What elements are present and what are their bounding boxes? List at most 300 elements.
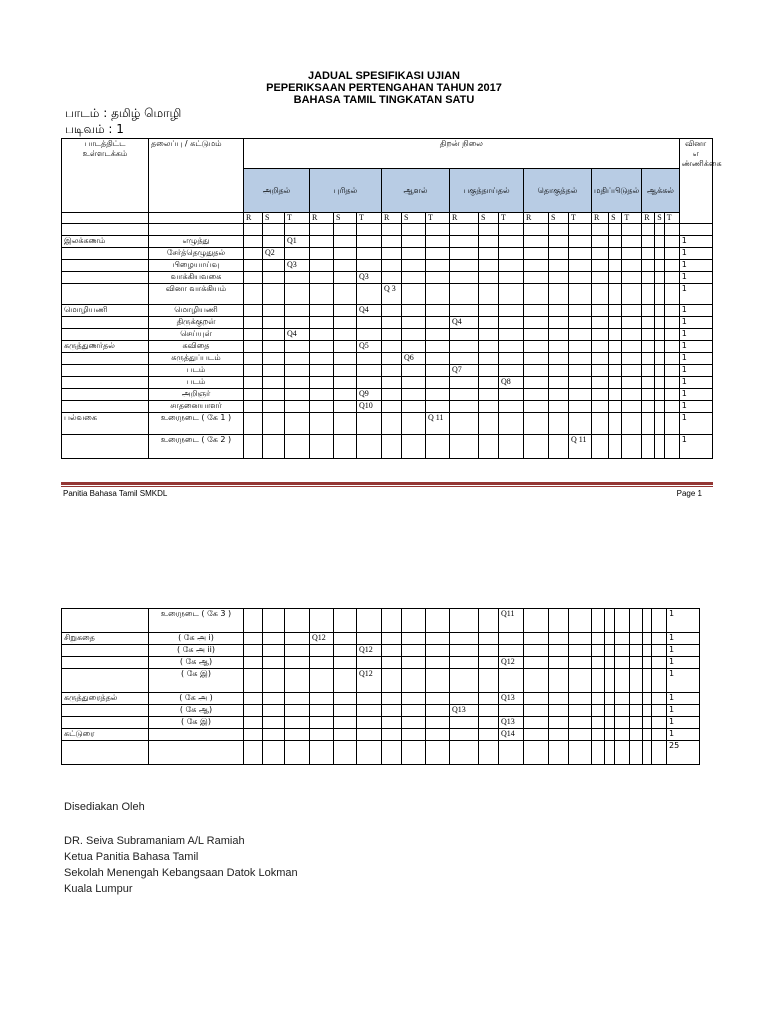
level-cell (334, 717, 357, 729)
topic-cell: ( கே ஆ) (149, 705, 244, 717)
level-cell (479, 353, 499, 365)
level-cell (549, 401, 569, 413)
level-cell (605, 705, 615, 717)
level-header: R (310, 213, 334, 224)
level-cell (664, 260, 679, 272)
level-cell (549, 729, 569, 741)
level-cell (244, 609, 263, 633)
level-cell (244, 413, 263, 435)
level-cell: Q12 (357, 669, 382, 693)
level-cell (244, 365, 263, 377)
level-cell (479, 401, 499, 413)
level-cell (642, 329, 655, 341)
level-cell (524, 224, 549, 236)
level-cell (310, 645, 334, 657)
level-cell (499, 401, 524, 413)
level-cell (334, 633, 357, 645)
content-cell (62, 248, 149, 260)
level-cell (499, 413, 524, 435)
count-cell: 1 (667, 693, 700, 705)
level-cell (524, 609, 549, 633)
level-cell (402, 729, 426, 741)
level-cell (285, 729, 310, 741)
level-cell (664, 401, 679, 413)
level-cell (382, 669, 402, 693)
level-cell (244, 435, 263, 459)
level-cell (310, 377, 334, 389)
level-cell (450, 633, 479, 645)
doc-title-line1: JADUAL SPESIFIKASI UJIAN (308, 70, 460, 82)
level-cell (382, 413, 402, 435)
content-cell (62, 669, 149, 693)
level-cell (263, 669, 285, 693)
level-cell (450, 435, 479, 459)
topic-cell: உரைநடை ( கே 2 ) (149, 435, 244, 459)
level-cell: Q9 (357, 389, 382, 401)
level-header: S (655, 213, 664, 224)
level-cell (655, 248, 664, 260)
level-cell (402, 365, 426, 377)
level-cell (524, 353, 549, 365)
level-cell (549, 329, 569, 341)
level-cell (622, 401, 642, 413)
level-cell (244, 305, 263, 317)
level-cell (569, 236, 592, 248)
level-cell (524, 329, 549, 341)
level-cell (334, 389, 357, 401)
level-cell (244, 236, 263, 248)
level-cell (357, 317, 382, 329)
level-cell (382, 317, 402, 329)
level-cell (244, 705, 263, 717)
level-cell (357, 248, 382, 260)
level-cell (263, 741, 285, 765)
level-cell (499, 329, 524, 341)
level-cell (569, 224, 592, 236)
level-cell (664, 329, 679, 341)
level-cell (592, 329, 609, 341)
level-cell (622, 389, 642, 401)
level-cell (549, 705, 569, 717)
level-cell (263, 284, 285, 305)
level-header: R (592, 213, 609, 224)
level-cell (450, 305, 479, 317)
level-cell (622, 248, 642, 260)
content-cell (62, 401, 149, 413)
level-cell (426, 633, 450, 645)
content-cell (62, 435, 149, 459)
count-cell: 1 (679, 329, 712, 341)
level-cell (450, 377, 479, 389)
topic-cell: சாதனையாளர் (149, 401, 244, 413)
level-cell (426, 329, 450, 341)
level-cell (642, 305, 655, 317)
level-cell (622, 353, 642, 365)
table-row (62, 272, 713, 284)
level-cell (426, 284, 450, 305)
level-cell: Q4 (450, 317, 479, 329)
table-row (62, 377, 713, 389)
level-cell (382, 717, 402, 729)
level-cell (549, 693, 569, 705)
level-cell (334, 248, 357, 260)
topic-cell (149, 224, 244, 236)
level-cell (643, 669, 652, 693)
level-cell (244, 645, 263, 657)
level-cell (615, 717, 630, 729)
level-cell (592, 305, 609, 317)
level-cell (549, 224, 569, 236)
level-cell (334, 377, 357, 389)
level-cell (524, 435, 549, 459)
level-cell (426, 645, 450, 657)
level-cell (655, 272, 664, 284)
level-cell (643, 645, 652, 657)
level-cell (479, 224, 499, 236)
level-cell (402, 413, 426, 435)
level-cell: Q12 (310, 633, 334, 645)
content-cell (62, 741, 149, 765)
level-cell (549, 341, 569, 353)
level-cell (592, 741, 605, 765)
level-cell (499, 389, 524, 401)
level-cell (382, 341, 402, 353)
level-cell (592, 317, 609, 329)
level-cell (285, 272, 310, 284)
level-cell (569, 633, 592, 645)
table-row (62, 341, 713, 353)
level-cell (450, 669, 479, 693)
level-cell (334, 272, 357, 284)
level-cell (285, 317, 310, 329)
level-cell (569, 284, 592, 305)
level-cell (655, 365, 664, 377)
level-cell (382, 329, 402, 341)
level-cell (450, 248, 479, 260)
level-cell (402, 609, 426, 633)
level-cell (285, 705, 310, 717)
level-cell (450, 272, 479, 284)
content-cell (62, 645, 149, 657)
level-cell (285, 353, 310, 365)
level-cell (549, 669, 569, 693)
table-row (62, 633, 700, 645)
level-cell (244, 401, 263, 413)
level-cell (643, 693, 652, 705)
footer-left: Panitia Bahasa Tamil SMKDL (63, 489, 168, 498)
level-cell (569, 741, 592, 765)
level-cell (499, 341, 524, 353)
level-cell (592, 609, 605, 633)
level-cell (549, 305, 569, 317)
level-cell (263, 260, 285, 272)
level-cell (244, 377, 263, 389)
level-cell (499, 353, 524, 365)
count-cell: 1 (679, 236, 712, 248)
header-topic: தலைப்பு / கட்டுமம் (149, 139, 244, 213)
content-cell (62, 260, 149, 272)
level-cell (524, 272, 549, 284)
count-cell: 1 (679, 260, 712, 272)
level-cell (643, 741, 652, 765)
level-cell (622, 284, 642, 305)
table-row (62, 729, 700, 741)
level-cell (382, 272, 402, 284)
level-cell (450, 717, 479, 729)
level-cell (622, 260, 642, 272)
level-cell (642, 284, 655, 305)
level-cell (479, 377, 499, 389)
content-cell (62, 657, 149, 669)
level-cell (642, 389, 655, 401)
level-cell (263, 413, 285, 435)
level-cell (285, 741, 310, 765)
level-cell (426, 389, 450, 401)
level-cell: Q 3 (382, 284, 402, 305)
table-row (62, 389, 713, 401)
skill-header: ஆக்கல் (642, 169, 679, 213)
level-cell (357, 284, 382, 305)
level-cell (426, 224, 450, 236)
level-cell (402, 705, 426, 717)
count-cell: 1 (667, 645, 700, 657)
table-row (62, 657, 700, 669)
level-cell (357, 236, 382, 248)
count-cell: 1 (679, 272, 712, 284)
level-cell (285, 645, 310, 657)
level-cell (382, 248, 402, 260)
level-cell (615, 633, 630, 645)
level-cell (652, 633, 667, 645)
level-cell (592, 248, 609, 260)
level-cell (479, 633, 499, 645)
level-cell (655, 317, 664, 329)
level-cell (357, 377, 382, 389)
level-cell (524, 645, 549, 657)
level-cell (630, 609, 643, 633)
level-cell (382, 435, 402, 459)
level-cell (499, 435, 524, 459)
level-cell (334, 609, 357, 633)
level-cell (263, 609, 285, 633)
level-cell (357, 633, 382, 645)
level-cell (609, 272, 622, 284)
level-cell (334, 705, 357, 717)
topic-cell: கவிதை (149, 341, 244, 353)
level-cell (310, 248, 334, 260)
level-cell (310, 657, 334, 669)
content-cell: பல்வகை (62, 413, 149, 435)
level-cell (622, 413, 642, 435)
level-cell (642, 353, 655, 365)
level-cell (622, 317, 642, 329)
content-cell: கருத்துணர்தல் (62, 341, 149, 353)
level-cell (615, 645, 630, 657)
table-row (62, 717, 700, 729)
level-cell (426, 341, 450, 353)
content-cell (62, 377, 149, 389)
level-cell (655, 260, 664, 272)
level-cell: Q4 (357, 305, 382, 317)
level-cell (479, 236, 499, 248)
level-header: S (402, 213, 426, 224)
level-cell (655, 236, 664, 248)
level-cell (263, 389, 285, 401)
level-cell (569, 401, 592, 413)
count-cell: 1 (667, 609, 700, 633)
level-cell (622, 377, 642, 389)
count-cell: 1 (679, 248, 712, 260)
table-row (62, 669, 700, 693)
header-content: பாடத்திட்ட உள்ளடக்கம் (62, 139, 149, 213)
count-cell: 1 (679, 341, 712, 353)
level-cell (642, 272, 655, 284)
level-cell (615, 741, 630, 765)
level-cell (664, 305, 679, 317)
level-cell (334, 645, 357, 657)
footer-rule (61, 482, 713, 485)
level-header: R (524, 213, 549, 224)
level-cell (402, 657, 426, 669)
level-cell (450, 609, 479, 633)
level-cell (402, 329, 426, 341)
topic-cell: படம் (149, 365, 244, 377)
level-cell (450, 413, 479, 435)
skill-header: தொகுத்தல் (524, 169, 592, 213)
preparer-name: DR. Seiva Subramaniam A/L Ramiah (64, 835, 245, 847)
level-cell (285, 305, 310, 317)
level-cell (244, 669, 263, 693)
count-cell: 1 (667, 633, 700, 645)
level-cell: Q 11 (569, 435, 592, 459)
level-cell (569, 377, 592, 389)
level-cell (426, 236, 450, 248)
level-cell (402, 435, 426, 459)
count-cell: 1 (679, 365, 712, 377)
level-cell (549, 657, 569, 669)
level-cell (244, 317, 263, 329)
level-cell (334, 669, 357, 693)
level-cell (524, 633, 549, 645)
level-cell (652, 741, 667, 765)
level-cell (499, 645, 524, 657)
level-cell (450, 284, 479, 305)
level-cell: Q13 (499, 717, 524, 729)
level-cell (382, 657, 402, 669)
count-cell: 1 (679, 377, 712, 389)
level-cell (630, 645, 643, 657)
count-cell: 1 (679, 305, 712, 317)
level-cell (479, 260, 499, 272)
level-cell (609, 329, 622, 341)
level-cell (609, 260, 622, 272)
level-cell (263, 272, 285, 284)
topic-cell: ( கே ஆ) (149, 657, 244, 669)
level-cell (622, 236, 642, 248)
footer-rule-thin (61, 486, 713, 487)
table-row (62, 401, 713, 413)
level-cell (310, 284, 334, 305)
level-cell (382, 389, 402, 401)
level-cell (450, 260, 479, 272)
level-cell (569, 341, 592, 353)
level-cell (592, 341, 609, 353)
level-cell (549, 645, 569, 657)
level-cell: Q2 (263, 248, 285, 260)
level-cell (609, 353, 622, 365)
level-cell (382, 260, 402, 272)
level-cell (605, 633, 615, 645)
level-cell (479, 272, 499, 284)
level-cell (285, 657, 310, 669)
level-cell (592, 401, 609, 413)
level-cell (357, 260, 382, 272)
preparer-role: Ketua Panitia Bahasa Tamil (64, 851, 199, 863)
content-cell (62, 717, 149, 729)
level-cell: Q 11 (426, 413, 450, 435)
level-cell (549, 353, 569, 365)
level-cell (592, 693, 605, 705)
level-cell (450, 236, 479, 248)
level-cell (402, 633, 426, 645)
level-cell (499, 705, 524, 717)
level-cell (549, 741, 569, 765)
level-cell (499, 633, 524, 645)
level-cell (524, 669, 549, 693)
level-cell (450, 341, 479, 353)
level-cell (609, 365, 622, 377)
level-cell (479, 413, 499, 435)
level-cell (652, 693, 667, 705)
topic-cell: வினா வாக்கியம் (149, 284, 244, 305)
level-cell (592, 633, 605, 645)
level-cell (605, 693, 615, 705)
skill-header: புரிதல் (310, 169, 382, 213)
level-cell (426, 353, 450, 365)
level-cell (643, 657, 652, 669)
subject-label: பாடம் : தமிழ் மொழி (65, 106, 182, 120)
level-cell (609, 236, 622, 248)
level-cell (263, 729, 285, 741)
topic-cell: ( கே அ ) (149, 693, 244, 705)
level-cell (285, 401, 310, 413)
level-cell (479, 284, 499, 305)
level-cell (402, 284, 426, 305)
level-cell (664, 224, 679, 236)
level-cell (244, 389, 263, 401)
level-cell (263, 717, 285, 729)
level-cell (310, 693, 334, 705)
level-cell (622, 272, 642, 284)
topic-cell: ( கே இ) (149, 717, 244, 729)
level-cell (655, 435, 664, 459)
level-cell (549, 717, 569, 729)
level-cell (524, 705, 549, 717)
topic-cell: படம் (149, 377, 244, 389)
content-cell (62, 224, 149, 236)
level-cell (382, 353, 402, 365)
level-cell (263, 341, 285, 353)
level-cell (263, 365, 285, 377)
level-cell (426, 693, 450, 705)
level-cell (263, 401, 285, 413)
topic-cell: அறிஞர் (149, 389, 244, 401)
level-cell (479, 705, 499, 717)
level-cell (592, 669, 605, 693)
level-cell (426, 365, 450, 377)
level-cell (357, 365, 382, 377)
level-cell (524, 341, 549, 353)
